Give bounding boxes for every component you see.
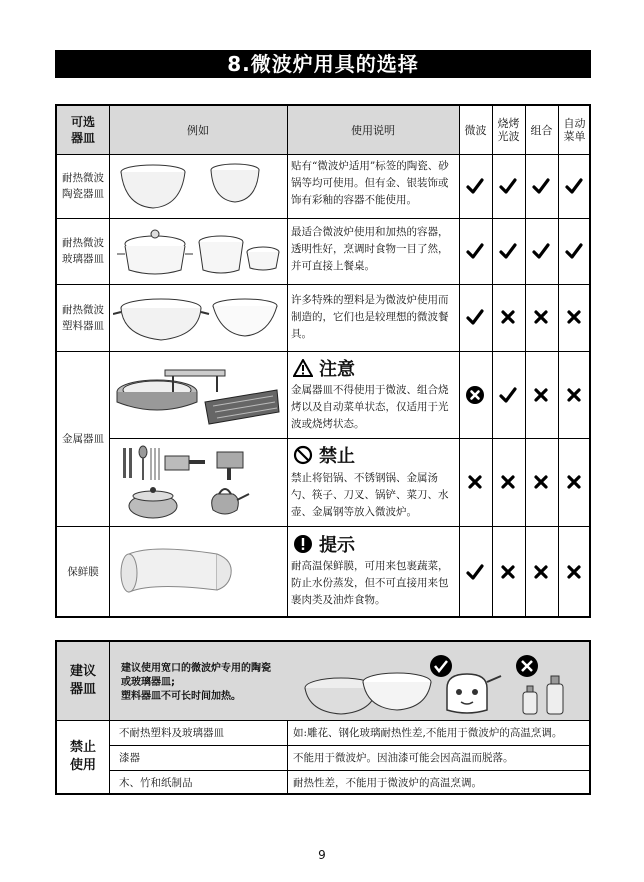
glass-cookware-illustration [113, 224, 283, 280]
recommend-label: 建议 器皿 [69, 664, 96, 697]
category-plastic: 耐热微波 塑料器皿 [62, 303, 104, 332]
check-mark-icon [532, 242, 550, 260]
cross-mark-icon [499, 563, 517, 581]
cross-mark-icon [532, 308, 550, 326]
plastic-wrap-illustration [113, 534, 283, 614]
prohibit-label: 禁止 使用 [69, 739, 96, 773]
category-glass: 耐热微波 玻璃器皿 [62, 237, 104, 265]
tip-banner [293, 531, 355, 557]
check-mark-icon [466, 177, 484, 195]
circle-cross-mark-icon [466, 386, 484, 404]
cross-mark-icon [565, 386, 583, 404]
cross-mark-icon [499, 308, 517, 326]
description-ceramic: 贴有“微波炉适用”标签的陶瓷、砂锅等均可使用。但有金、银装饰或饰有彩釉的容器不能使用。 [291, 160, 449, 206]
utensil-table [55, 104, 591, 618]
header-microwave: 微波 [464, 123, 487, 137]
prohibit-item: 不耐热塑料及玻璃器皿 [119, 727, 224, 739]
header-grill: 烧烤 光波 [497, 117, 520, 143]
category-metal: 金属器皿 [62, 432, 104, 445]
header-vessel: 可选 器皿 [70, 115, 95, 145]
prohibited-banner [293, 442, 355, 468]
category-wrap: 保鲜膜 [67, 566, 99, 578]
page-number: 9 [318, 848, 326, 862]
prohibited-title: 禁止 [319, 446, 355, 467]
exclamation-circle-icon [293, 534, 313, 554]
check-mark-icon [499, 242, 517, 260]
check-mark-icon [532, 177, 550, 195]
header-usage: 使用说明 [351, 123, 395, 137]
description-glass: 最适合微波炉使用和加热的容器，透明性好，烹调时食物一目了然，并可直接上餐桌。 [291, 226, 449, 272]
ceramic-bowls-illustration [113, 160, 283, 214]
cross-mark-icon [565, 308, 583, 326]
cross-mark-icon [532, 386, 550, 404]
prohibit-item: 木、竹和纸制品 [119, 777, 193, 789]
prohibit-item: 漆器 [119, 752, 140, 764]
plastic-containers-illustration [113, 290, 283, 346]
recommend-illustration [301, 648, 591, 718]
tip-title: 提示 [319, 535, 355, 556]
cross-mark-icon [466, 473, 484, 491]
prohibited-icon [293, 445, 313, 465]
check-mark-icon [565, 242, 583, 260]
cross-mark-icon [499, 473, 517, 491]
cross-mark-icon [565, 473, 583, 491]
caution-title: 注意 [319, 359, 355, 380]
metal-utensils-illustration [113, 444, 283, 524]
description-plastic: 许多特殊的塑料是为微波炉使用而制造的，它们也是较理想的微波餐具。 [291, 294, 449, 340]
check-mark-icon [466, 563, 484, 581]
metal-bakeware-illustration [113, 362, 283, 434]
recommend-prohibit-table [55, 640, 591, 795]
check-mark-icon [565, 177, 583, 195]
category-ceramic: 耐热微波 陶瓷器皿 [62, 172, 104, 200]
caution-banner [293, 355, 355, 381]
check-mark-icon [466, 308, 484, 326]
check-mark-icon [499, 386, 517, 404]
header-auto-menu: 自动 菜单 [563, 117, 586, 143]
description-metal: 金属器皿不得使用于微波、组合烧烤以及自动菜单状态，仅适用于光波或烧烤状态。 [291, 384, 449, 430]
prohibit-reason: 耐热性差，不能用于微波炉的高温烹调。 [293, 777, 482, 789]
header-combo: 组合 [530, 123, 553, 137]
header-example: 例如 [187, 123, 209, 137]
description-metal-prohibited: 禁止将铝锅、不锈钢锅、金属汤勺、筷子、刀叉、锅铲、菜刀、水壶、金属钢等放入微波炉。 [291, 472, 449, 518]
cross-mark-icon [532, 473, 550, 491]
description-wrap: 耐高温保鲜膜，可用来包裹蔬菜，防止水份蒸发，但不可直接用来包裹肉类及油炸食物。 [291, 560, 449, 606]
page-title: 8.微波炉用具的选择 [55, 50, 591, 78]
cross-mark-icon [532, 563, 550, 581]
check-mark-icon [499, 177, 517, 195]
prohibit-reason: 不能用于微波炉。因油漆可能会因高温而脱落。 [293, 752, 514, 764]
prohibit-reason: 如:雕花、钢化玻璃耐热性差,不能用于微波炉的高温烹调。 [293, 727, 563, 739]
check-mark-icon [466, 242, 484, 260]
warning-triangle-icon [293, 359, 313, 377]
recommend-text: 建议使用宽口的微波炉专用的陶瓷或玻璃器皿; 塑料器皿不可长时间加热。 [121, 663, 271, 702]
cross-mark-icon [565, 563, 583, 581]
